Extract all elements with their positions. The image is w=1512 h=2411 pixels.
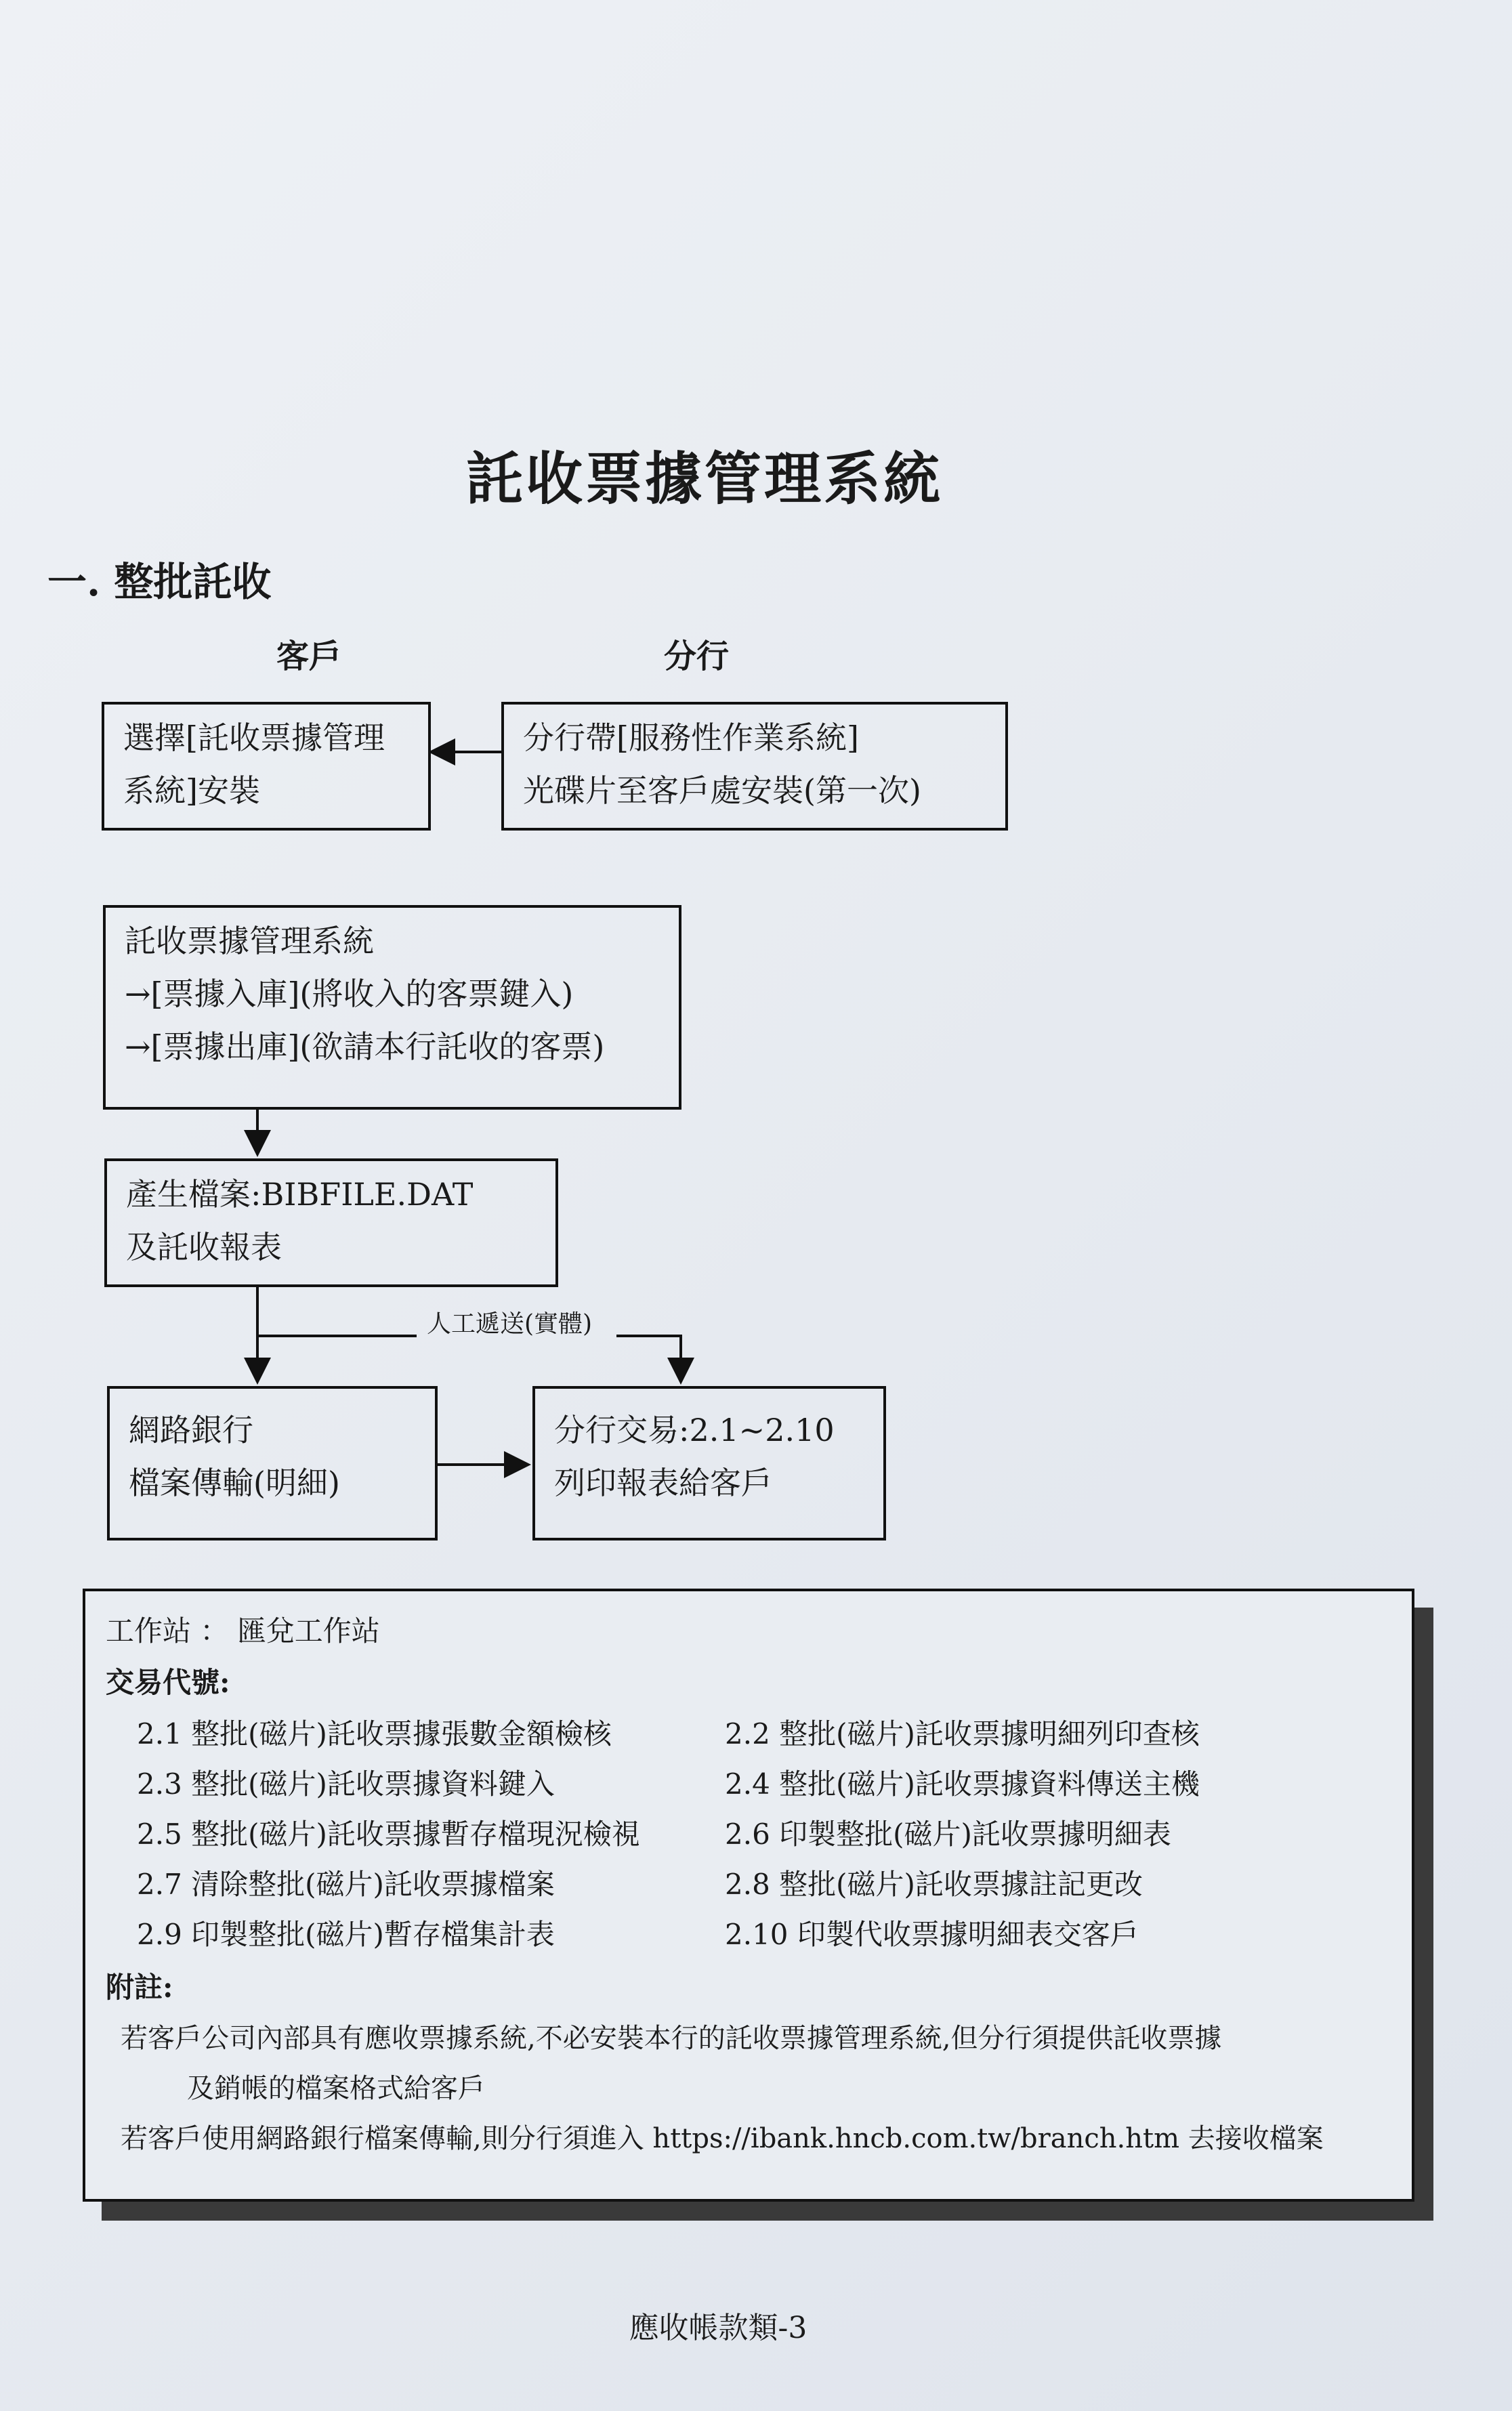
code-item: 2.7 清除整批(磁片)託收票據檔案 bbox=[137, 1868, 555, 1901]
trade-box-line1: 分行交易:2.1~2.10 bbox=[554, 1412, 835, 1448]
code-item: 2.6 印製整批(磁片)託收票據明細表 bbox=[725, 1818, 1171, 1851]
install-box-line2: 系統]安裝 bbox=[123, 772, 260, 809]
section-heading: 一. 整批託收 bbox=[47, 559, 272, 605]
code-item: 2.10 印製代收票據明細表交客戶 bbox=[725, 1918, 1139, 1951]
code-item: 2.4 整批(磁片)託收票據資料傳送主機 bbox=[725, 1767, 1200, 1801]
file-box bbox=[104, 1158, 558, 1287]
code-item: 2.9 印製整批(磁片)暫存檔集計表 bbox=[137, 1918, 555, 1951]
code-item: 2.3 整批(磁片)託收票據資料鍵入 bbox=[137, 1767, 555, 1801]
system-box-line1: 託收票據管理系統 bbox=[125, 923, 374, 959]
page-footer: 應收帳款類-3 bbox=[629, 2311, 807, 2345]
column-header-branch: 分行 bbox=[664, 637, 730, 675]
branch-box-line1: 分行帶[服務性作業系統] bbox=[523, 719, 859, 756]
system-box-line2: →[票據入庫](將收入的客票鍵入) bbox=[125, 976, 574, 1012]
notes-label: 附註: bbox=[106, 1971, 173, 2004]
install-box-line1: 選擇[託收票據管理 bbox=[123, 719, 385, 756]
note-2: 若客戶使用網路銀行檔案傳輸,則分行須進入 https://ibank.hncb.com.tw/branch.htm 去接收檔案 bbox=[121, 2123, 1324, 2154]
install-box bbox=[102, 702, 431, 831]
page-title: 託收票據管理系統 bbox=[465, 445, 943, 512]
column-header-customer: 客戶 bbox=[276, 637, 342, 675]
codes-label: 交易代號: bbox=[106, 1666, 230, 1699]
code-item: 2.8 整批(磁片)託收票據註記更改 bbox=[725, 1868, 1143, 1901]
note-1-line-2: 及銷帳的檔案格式給客戶 bbox=[187, 2073, 485, 2104]
code-item: 2.5 整批(磁片)託收票據暫存檔現況檢視 bbox=[137, 1818, 640, 1851]
manual-delivery-label: 人工遞送(實體) bbox=[427, 1310, 593, 1338]
netbank-box bbox=[107, 1386, 438, 1540]
system-box bbox=[103, 905, 681, 1110]
note-1-line-1: 若客戶公司內部具有應收票據系統,不必安裝本行的託收票據管理系統,但分行須提供託收票據 bbox=[121, 2023, 1222, 2054]
arrow-manual-delivery-end bbox=[616, 1336, 681, 1382]
file-box-line2: 及託收報表 bbox=[126, 1229, 282, 1265]
file-box-line1: 產生檔案:BIBFILE.DAT bbox=[126, 1176, 474, 1213]
workstation-line: 工作站 ： 匯兌工作站 bbox=[106, 1614, 380, 1648]
trade-box bbox=[532, 1386, 886, 1540]
code-item: 2.2 整批(磁片)託收票據明細列印查核 bbox=[725, 1717, 1200, 1750]
info-panel bbox=[83, 1589, 1414, 2202]
code-item: 2.1 整批(磁片)託收票據張數金額檢核 bbox=[137, 1717, 612, 1750]
system-box-line3: →[票據出庫](欲請本行託收的客票) bbox=[125, 1028, 605, 1065]
trade-box-line2: 列印報表給客戶 bbox=[554, 1465, 772, 1501]
netbank-box-line1: 網路銀行 bbox=[129, 1412, 253, 1448]
branch-box-line2: 光碟片至客戶處安裝(第一次) bbox=[523, 772, 921, 809]
branch-box bbox=[501, 702, 1008, 831]
netbank-box-line2: 檔案傳輸(明細) bbox=[129, 1465, 340, 1501]
